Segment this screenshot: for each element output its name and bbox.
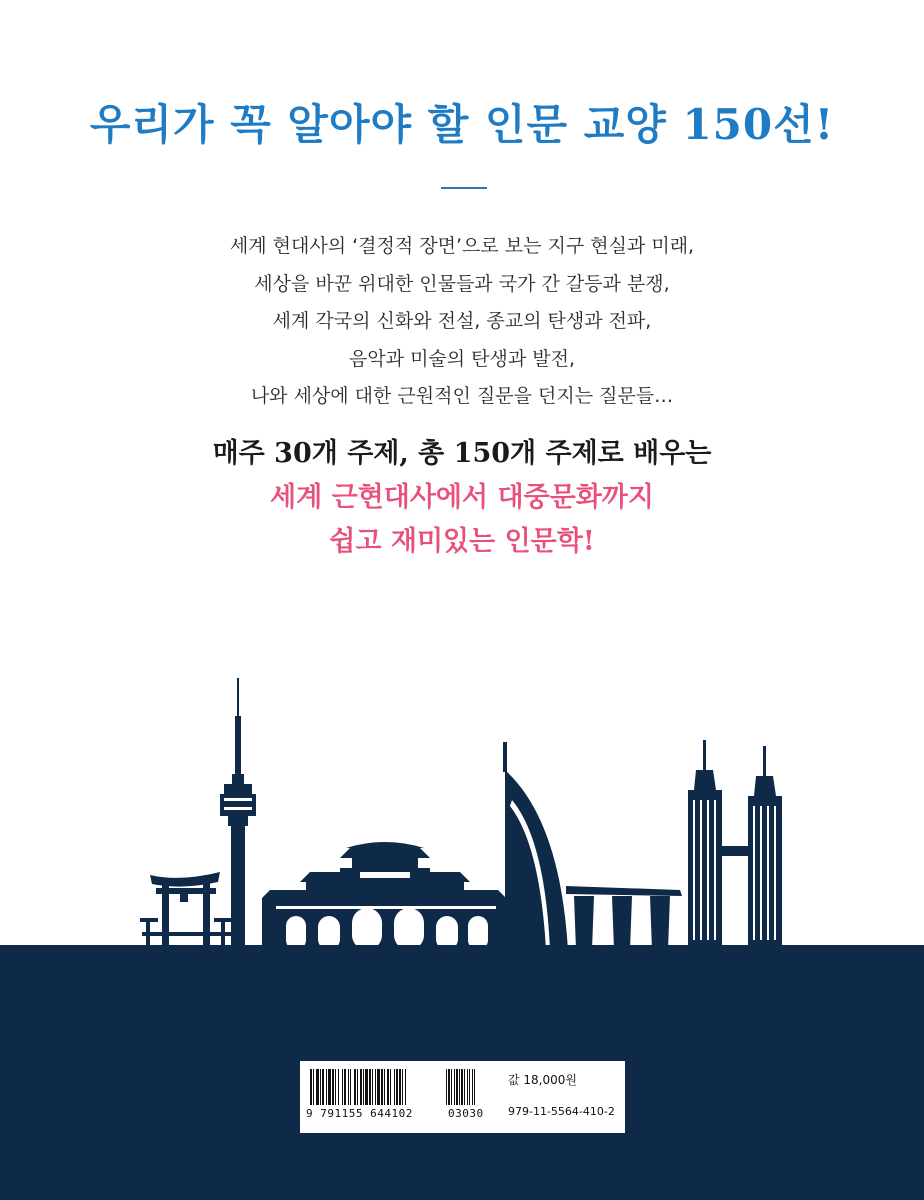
barcode-addon-bar xyxy=(464,1069,465,1105)
intro-line: 세계 각국의 신화와 전설, 종교의 탄생과 전파, xyxy=(272,310,652,332)
barcode-bar xyxy=(320,1069,321,1105)
intro-text xyxy=(0,228,924,416)
barcode-bar xyxy=(394,1069,395,1105)
barcode-bar xyxy=(360,1069,362,1105)
barcode-box xyxy=(300,1061,625,1133)
barcode-addon-bar xyxy=(448,1069,450,1105)
barcode-addon-bar xyxy=(451,1069,452,1105)
barcode-bar xyxy=(402,1069,403,1105)
intro-line: 세계 현대사의 ‘결정적 장면’으로 보는 지구 현실과 미래, xyxy=(229,235,695,257)
barcode-bar xyxy=(354,1069,356,1105)
barcode-bar xyxy=(338,1069,339,1105)
barcode-bar xyxy=(384,1069,385,1105)
barcode-digits-addon: 03030 xyxy=(448,1107,484,1120)
torii-gate-icon xyxy=(140,872,234,948)
barcode-bar xyxy=(372,1069,373,1105)
intro-line: 나와 세상에 대한 근원적인 질문을 던지는 질문들… xyxy=(250,385,674,407)
barcode-bar xyxy=(365,1069,368,1105)
tagline-line-2: 세계 근현대사에서 대중문화까지 xyxy=(270,482,654,513)
barcode-addon-bar xyxy=(472,1069,473,1105)
tagline xyxy=(0,432,924,564)
barcode-bar xyxy=(357,1069,358,1105)
barcode-addon-bar xyxy=(469,1069,470,1105)
barcode-bar xyxy=(310,1069,312,1105)
barcode-bar xyxy=(396,1069,398,1105)
barcode-bar xyxy=(381,1069,383,1105)
barcode-addon-bar xyxy=(459,1069,460,1105)
divider-rule xyxy=(441,187,487,189)
barcode-addon-bar xyxy=(454,1069,455,1105)
barcode-bar xyxy=(322,1069,324,1105)
barcode-bar xyxy=(328,1069,331,1105)
isbn-label: 979-11-5564-410-2 xyxy=(508,1105,615,1118)
barcode-addon-bar xyxy=(456,1069,458,1105)
barcode-addon-bar xyxy=(474,1069,475,1105)
barcode-bar xyxy=(390,1069,391,1105)
tagline-line-3: 쉽고 재미있는 인문학! xyxy=(329,526,595,557)
barcode-bar xyxy=(363,1069,364,1105)
barcode-bar xyxy=(332,1069,334,1105)
barcode-bar xyxy=(387,1069,389,1105)
barcode-bar xyxy=(377,1069,380,1105)
n-seoul-tower-icon xyxy=(220,678,256,950)
barcode-bar xyxy=(375,1069,376,1105)
intro-line: 세상을 바꾼 위대한 인물들과 국가 간 갈등과 분쟁, xyxy=(254,272,670,295)
barcode-bar xyxy=(350,1069,351,1105)
barcode-bar xyxy=(316,1069,319,1105)
barcode-icon xyxy=(300,1061,500,1109)
barcode-bar xyxy=(335,1069,336,1105)
headline: 우리가 꼭 알아야 할 인문 교양 150선! xyxy=(89,100,835,149)
barcode-bar xyxy=(344,1069,346,1105)
barcode-bar xyxy=(399,1069,401,1105)
marina-bay-sands-icon xyxy=(566,886,682,950)
barcode-bar xyxy=(369,1069,371,1105)
barcode-bar xyxy=(342,1069,343,1105)
barcode-bar xyxy=(326,1069,327,1105)
barcode-addon-bar xyxy=(446,1069,447,1105)
barcode-addon-bar xyxy=(461,1069,463,1105)
barcode-digits-main: 9 791155 644102 xyxy=(306,1107,413,1120)
barcode-addon-bar xyxy=(467,1069,468,1105)
barcode-bar xyxy=(348,1069,349,1105)
barcode-bar xyxy=(405,1069,406,1105)
city-skyline-illustration xyxy=(0,670,924,950)
burj-al-arab-icon xyxy=(503,742,568,950)
intro-line: 음악과 미술의 탄생과 발전, xyxy=(348,347,576,370)
tagline-line-1: 매주 30개 주제, 총 150개 주제로 배우는 xyxy=(212,438,712,469)
barcode-bar xyxy=(313,1069,314,1105)
price-label: 값 18,000원 xyxy=(508,1073,577,1087)
